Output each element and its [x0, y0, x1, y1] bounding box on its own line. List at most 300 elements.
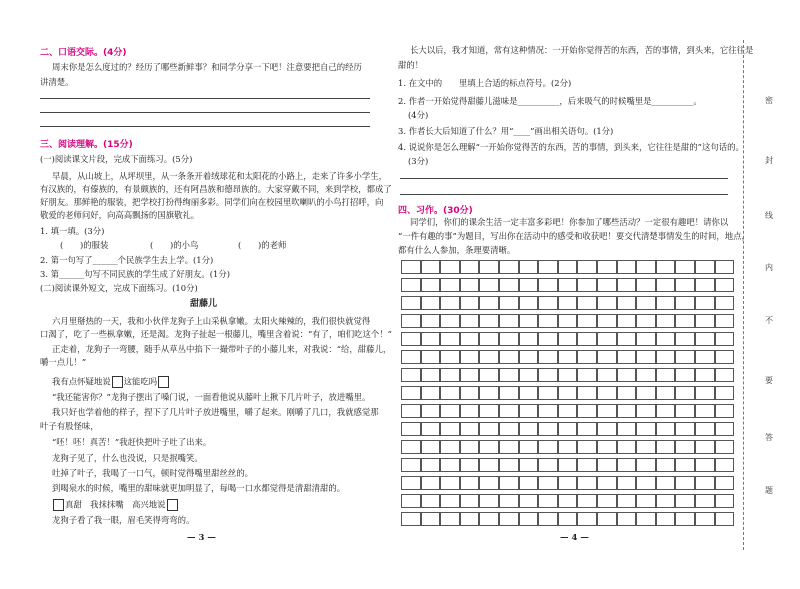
grid-cell[interactable]	[421, 350, 441, 364]
grid-cell[interactable]	[675, 386, 695, 400]
grid-cell[interactable]	[617, 440, 637, 454]
grid-cell[interactable]	[479, 404, 499, 418]
grid-cell[interactable]	[479, 296, 499, 310]
fill-item: ( )的老师	[238, 240, 287, 250]
grid-cell[interactable]	[460, 440, 480, 454]
grid-cell[interactable]	[617, 332, 637, 346]
grid-cell[interactable]	[519, 368, 539, 382]
binding-line	[743, 40, 744, 550]
grid-cell[interactable]	[695, 476, 715, 490]
grid-cell[interactable]	[479, 278, 499, 292]
passage1-line: 早晨，从山坡上，从坪坝里，从一条条开着绒球花和太阳花的小路上，走来了许多小学生，	[52, 171, 387, 181]
story-line: 六月里掰热的一天，我和小伙伴龙狗子上山采枞拿嫩。太阳火辣辣的，我们很快就觉得	[52, 316, 371, 326]
grid-cell[interactable]	[656, 296, 676, 310]
grid-cell[interactable]	[499, 386, 519, 400]
grid-cell[interactable]	[538, 494, 558, 508]
grid-cell[interactable]	[519, 314, 539, 328]
grid-cell[interactable]	[715, 512, 735, 526]
grid-cell[interactable]	[558, 332, 578, 346]
grid-cell[interactable]	[401, 296, 421, 310]
grid-cell[interactable]	[558, 458, 578, 472]
right-question-4: 4. 说说你是怎么理解“一开始你觉得苦的东西，苦的事情，到头来，它往往是甜的”这句话的。	[398, 142, 744, 152]
grid-cell[interactable]	[597, 494, 617, 508]
grid-cell[interactable]	[715, 386, 735, 400]
grid-cell[interactable]	[479, 350, 499, 364]
grid-cell[interactable]	[675, 440, 695, 454]
grid-cell[interactable]	[401, 494, 421, 508]
grid-cell[interactable]	[597, 458, 617, 472]
grid-cell[interactable]	[460, 386, 480, 400]
grid-cell[interactable]	[675, 314, 695, 328]
grid-cell[interactable]	[460, 422, 480, 436]
grid-cell[interactable]	[558, 386, 578, 400]
grid-cell[interactable]	[460, 494, 480, 508]
page-number: — 3 —	[187, 533, 216, 543]
grid-cell[interactable]	[519, 440, 539, 454]
grid-cell[interactable]	[499, 314, 519, 328]
story-ending-line: 长大以后，我才知道，常有这种情况：一开始你觉得苦的东西，苦的事情，到头来，它往往是	[410, 45, 754, 55]
punctuation-box[interactable]	[167, 499, 178, 511]
grid-cell[interactable]	[577, 350, 597, 364]
section-oral-title: 二、口语交际。(4分)	[40, 48, 127, 58]
grid-cell[interactable]	[479, 314, 499, 328]
grid-cell[interactable]	[440, 494, 460, 508]
grid-cell[interactable]	[479, 386, 499, 400]
grid-cell[interactable]	[636, 494, 656, 508]
grid-cell[interactable]	[519, 350, 539, 364]
grid-cell[interactable]	[421, 476, 441, 490]
grid-cell[interactable]	[597, 512, 617, 526]
grid-cell[interactable]	[519, 332, 539, 346]
grid-cell[interactable]	[440, 350, 460, 364]
grid-cell[interactable]	[715, 494, 735, 508]
grid-cell[interactable]	[538, 422, 558, 436]
grid-cell[interactable]	[519, 296, 539, 310]
grid-cell[interactable]	[558, 404, 578, 418]
grid-cell[interactable]	[440, 332, 460, 346]
grid-cell[interactable]	[479, 440, 499, 454]
right-question-4-score: (3分)	[408, 156, 429, 166]
grid-cell[interactable]	[499, 494, 519, 508]
grid-cell[interactable]	[695, 314, 715, 328]
grid-cell[interactable]	[695, 422, 715, 436]
grid-cell[interactable]	[695, 458, 715, 472]
fill-item: ( )的小鸟	[150, 240, 199, 250]
grid-cell[interactable]	[519, 404, 539, 418]
story-line: 叶子有股怪味，	[40, 421, 99, 431]
grid-cell[interactable]	[656, 278, 676, 292]
grid-cell[interactable]	[577, 332, 597, 346]
part1-header: (一)阅读课文片段，完成下面练习。(5分)	[40, 154, 193, 164]
punctuation-box[interactable]	[158, 376, 169, 388]
grid-cell[interactable]	[538, 440, 558, 454]
grid-cell[interactable]	[675, 422, 695, 436]
grid-cell[interactable]	[479, 368, 499, 382]
grid-cell[interactable]	[499, 458, 519, 472]
grid-cell[interactable]	[479, 476, 499, 490]
side-char: 题	[765, 486, 773, 495]
grid-cell[interactable]	[597, 476, 617, 490]
grid-cell[interactable]	[577, 422, 597, 436]
grid-cell[interactable]	[597, 422, 617, 436]
punctuation-box[interactable]	[112, 376, 123, 388]
grid-cell[interactable]	[715, 296, 735, 310]
grid-cell[interactable]	[577, 278, 597, 292]
grid-cell[interactable]	[440, 260, 460, 274]
grid-cell[interactable]	[656, 458, 676, 472]
grid-cell[interactable]	[440, 296, 460, 310]
story-line: “呸！呸！真苦！”我赶快把叶子吐了出来。	[52, 437, 212, 447]
grid-cell[interactable]	[421, 260, 441, 274]
grid-cell[interactable]	[617, 494, 637, 508]
grid-cell[interactable]	[460, 458, 480, 472]
grid-cell[interactable]	[597, 260, 617, 274]
grid-cell[interactable]	[499, 332, 519, 346]
grid-cell[interactable]	[499, 296, 519, 310]
grid-cell[interactable]	[597, 332, 617, 346]
grid-cell[interactable]	[656, 350, 676, 364]
grid-cell[interactable]	[577, 368, 597, 382]
grid-cell[interactable]	[538, 332, 558, 346]
grid-cell[interactable]	[558, 278, 578, 292]
grid-cell[interactable]	[440, 422, 460, 436]
grid-cell[interactable]	[519, 494, 539, 508]
grid-cell[interactable]	[636, 512, 656, 526]
section-reading-title: 三、阅读理解。(15分)	[40, 140, 133, 150]
grid-cell[interactable]	[401, 404, 421, 418]
grid-cell[interactable]	[440, 368, 460, 382]
grid-cell[interactable]	[617, 512, 637, 526]
grid-cell[interactable]	[421, 332, 441, 346]
grid-cell[interactable]	[656, 260, 676, 274]
grid-cell[interactable]	[695, 440, 715, 454]
passage1-line: 敬爱的老师问好，向高高飘扬的国旗敬礼。	[40, 210, 200, 220]
grid-cell[interactable]	[636, 278, 656, 292]
grid-cell[interactable]	[695, 404, 715, 418]
grid-cell[interactable]	[577, 458, 597, 472]
grid-cell[interactable]	[479, 512, 499, 526]
grid-cell[interactable]	[499, 512, 519, 526]
grid-cell[interactable]	[715, 440, 735, 454]
grid-cell[interactable]	[656, 422, 676, 436]
grid-cell[interactable]	[421, 404, 441, 418]
grid-cell[interactable]	[401, 386, 421, 400]
grid-cell[interactable]	[715, 314, 735, 328]
grid-cell[interactable]	[597, 314, 617, 328]
grid-cell[interactable]	[558, 296, 578, 310]
grid-cell[interactable]	[715, 368, 735, 382]
grid-cell[interactable]	[577, 314, 597, 328]
grid-cell[interactable]	[440, 314, 460, 328]
grid-cell[interactable]	[695, 296, 715, 310]
grid-cell[interactable]	[460, 332, 480, 346]
grid-cell[interactable]	[617, 296, 637, 310]
punctuation-box[interactable]	[53, 499, 64, 511]
grid-cell[interactable]	[401, 476, 421, 490]
story-line: 正走着，龙狗子一弯腰，随手从草丛中掐下一撮带叶子的小藤儿来，对我说：“给，甜藤儿，	[52, 344, 392, 354]
grid-cell[interactable]	[675, 296, 695, 310]
grid-cell[interactable]	[656, 476, 676, 490]
grid-cell[interactable]	[519, 278, 539, 292]
grid-cell[interactable]	[695, 512, 715, 526]
grid-cell[interactable]	[656, 368, 676, 382]
grid-cell[interactable]	[479, 332, 499, 346]
grid-cell[interactable]	[401, 260, 421, 274]
grid-cell[interactable]	[460, 296, 480, 310]
grid-cell[interactable]	[519, 458, 539, 472]
grid-cell[interactable]	[440, 386, 460, 400]
grid-cell[interactable]	[440, 404, 460, 418]
grid-cell[interactable]	[558, 440, 578, 454]
grid-cell[interactable]	[675, 512, 695, 526]
grid-cell[interactable]	[499, 440, 519, 454]
grid-cell[interactable]	[597, 296, 617, 310]
grid-cell[interactable]	[479, 260, 499, 274]
story-line: 我只好也学着他的样子，捏下了几片叶子放进嘴里，嚼了起来。刚嚼了几口，我就感觉那	[52, 407, 379, 417]
grid-cell[interactable]	[597, 440, 617, 454]
grid-cell[interactable]	[558, 260, 578, 274]
grid-cell[interactable]	[597, 404, 617, 418]
grid-cell[interactable]	[577, 494, 597, 508]
grid-cell[interactable]	[499, 278, 519, 292]
grid-cell[interactable]	[519, 512, 539, 526]
side-char: 答	[765, 433, 773, 442]
passage1-line: 有汉族的，有傣族的，有景颇族的，还有阿昌族和德昂族的。大家穿戴不同，来到学校，都成了	[40, 184, 392, 194]
grid-cell[interactable]	[421, 512, 441, 526]
grid-cell[interactable]	[715, 332, 735, 346]
answer-line	[40, 126, 370, 127]
story-ending-line: 甜的！	[398, 60, 424, 70]
grid-cell[interactable]	[538, 278, 558, 292]
grid-cell[interactable]	[538, 386, 558, 400]
grid-cell[interactable]	[519, 476, 539, 490]
grid-cell[interactable]	[499, 404, 519, 418]
grid-cell[interactable]	[675, 278, 695, 292]
grid-cell[interactable]	[460, 260, 480, 274]
answer-line	[400, 178, 728, 179]
grid-cell[interactable]	[440, 440, 460, 454]
part2-header: (二)阅读课外短文，完成下面练习。(10分)	[40, 283, 198, 293]
writing-prompt-line: 都有什么人参加，条理要清晰。	[398, 245, 516, 255]
grid-cell[interactable]	[421, 386, 441, 400]
grid-cell[interactable]	[401, 278, 421, 292]
grid-cell[interactable]	[499, 260, 519, 274]
grid-cell[interactable]	[401, 512, 421, 526]
grid-cell[interactable]	[617, 314, 637, 328]
grid-cell[interactable]	[577, 260, 597, 274]
grid-cell[interactable]	[695, 278, 715, 292]
grid-cell[interactable]	[577, 404, 597, 418]
grid-cell[interactable]	[715, 422, 735, 436]
grid-cell[interactable]	[577, 296, 597, 310]
grid-cell[interactable]	[558, 512, 578, 526]
grid-cell[interactable]	[499, 476, 519, 490]
grid-cell[interactable]	[460, 350, 480, 364]
grid-cell[interactable]	[538, 350, 558, 364]
grid-cell[interactable]	[577, 386, 597, 400]
grid-cell[interactable]	[636, 440, 656, 454]
grid-cell[interactable]	[636, 350, 656, 364]
grid-cell[interactable]	[675, 368, 695, 382]
grid-cell[interactable]	[460, 476, 480, 490]
grid-cell[interactable]	[460, 368, 480, 382]
grid-cell[interactable]	[499, 422, 519, 436]
grid-cell[interactable]	[440, 278, 460, 292]
grid-cell[interactable]	[401, 350, 421, 364]
grid-cell[interactable]	[636, 458, 656, 472]
grid-cell[interactable]	[617, 278, 637, 292]
story-line: 到喝泉水的时候，嘴里的甜味就更加明显了，每喝一口水都觉得是清甜清甜的。	[52, 483, 346, 493]
grid-cell[interactable]	[460, 278, 480, 292]
grid-cell[interactable]	[401, 314, 421, 328]
grid-cell[interactable]	[617, 404, 637, 418]
grid-cell[interactable]	[656, 494, 676, 508]
grid-cell[interactable]	[656, 314, 676, 328]
grid-cell[interactable]	[695, 332, 715, 346]
grid-cell[interactable]	[617, 350, 637, 364]
grid-cell[interactable]	[675, 332, 695, 346]
grid-cell[interactable]	[421, 494, 441, 508]
grid-cell[interactable]	[519, 422, 539, 436]
grid-cell[interactable]	[538, 476, 558, 490]
grid-cell[interactable]	[577, 440, 597, 454]
question-3: 3. 第______句写不同民族的学生成了好朋友。(1分)	[40, 269, 231, 279]
grid-cell[interactable]	[401, 440, 421, 454]
grid-cell[interactable]	[421, 440, 441, 454]
writing-grid[interactable]	[401, 260, 734, 530]
grid-cell[interactable]	[577, 512, 597, 526]
grid-cell[interactable]	[656, 440, 676, 454]
grid-cell[interactable]	[597, 386, 617, 400]
grid-cell[interactable]	[401, 422, 421, 436]
grid-cell[interactable]	[479, 494, 499, 508]
grid-cell[interactable]	[715, 260, 735, 274]
grid-cell[interactable]	[460, 512, 480, 526]
grid-cell[interactable]	[558, 422, 578, 436]
grid-cell[interactable]	[597, 368, 617, 382]
grid-cell[interactable]	[675, 260, 695, 274]
grid-cell[interactable]	[617, 386, 637, 400]
grid-cell[interactable]	[617, 422, 637, 436]
grid-cell[interactable]	[440, 458, 460, 472]
grid-cell[interactable]	[479, 458, 499, 472]
grid-cell[interactable]	[617, 368, 637, 382]
section-writing-title: 四、习作。(30分)	[398, 206, 473, 216]
writing-prompt-line: “一件有趣的事”为题目，写出你在活动中的感受和收获吧！要交代清楚事情发生的时间，地点，	[398, 231, 750, 241]
grid-cell[interactable]	[675, 404, 695, 418]
grid-cell[interactable]	[656, 404, 676, 418]
writing-prompt-line: 同学们，你们的课余生活一定丰富多彩吧！你参加了哪些活动？一定很有趣吧！请你以	[410, 217, 729, 227]
grid-cell[interactable]	[675, 350, 695, 364]
grid-cell[interactable]	[421, 296, 441, 310]
grid-cell[interactable]	[715, 278, 735, 292]
grid-cell[interactable]	[636, 422, 656, 436]
grid-cell[interactable]	[538, 404, 558, 418]
grid-cell[interactable]	[558, 350, 578, 364]
grid-cell[interactable]	[715, 404, 735, 418]
grid-cell[interactable]	[597, 278, 617, 292]
grid-cell[interactable]	[538, 368, 558, 382]
grid-cell[interactable]	[636, 314, 656, 328]
grid-cell[interactable]	[421, 422, 441, 436]
grid-cell[interactable]	[675, 494, 695, 508]
grid-cell[interactable]	[519, 386, 539, 400]
grid-cell[interactable]	[401, 332, 421, 346]
grid-cell[interactable]	[538, 260, 558, 274]
grid-cell[interactable]	[636, 260, 656, 274]
grid-cell[interactable]	[617, 476, 637, 490]
story-line: 龙狗子看了我一眼，眉毛笑得弯弯的。	[52, 515, 195, 525]
right-question-1: 1. 在文中的 里填上合适的标点符号。(2分)	[398, 78, 572, 88]
grid-cell[interactable]	[421, 458, 441, 472]
grid-cell[interactable]	[499, 350, 519, 364]
grid-cell[interactable]	[636, 332, 656, 346]
grid-cell[interactable]	[558, 314, 578, 328]
grid-cell[interactable]	[538, 512, 558, 526]
story-title: 甜藤儿	[190, 299, 218, 309]
grid-cell[interactable]	[656, 512, 676, 526]
right-question-3: 3. 作者长大后知道了什么？用“____”画出相关语句。(1分)	[398, 126, 614, 136]
grid-cell[interactable]	[519, 260, 539, 274]
grid-cell[interactable]	[460, 314, 480, 328]
grid-cell[interactable]	[695, 260, 715, 274]
grid-cell[interactable]	[538, 314, 558, 328]
story-line: “我还能害你？”龙狗子摆出了嗓门说，一面看他说从藤叶上揪下几片叶子，放进嘴里。	[52, 392, 371, 402]
grid-cell[interactable]	[675, 476, 695, 490]
grid-cell[interactable]	[421, 314, 441, 328]
grid-cell[interactable]	[440, 512, 460, 526]
grid-cell[interactable]	[558, 476, 578, 490]
grid-cell[interactable]	[636, 476, 656, 490]
grid-cell[interactable]	[558, 494, 578, 508]
fill-item: ( )的服装	[60, 240, 109, 250]
grid-cell[interactable]	[401, 458, 421, 472]
side-char: 密	[765, 96, 773, 105]
grid-cell[interactable]	[715, 476, 735, 490]
grid-cell[interactable]	[715, 458, 735, 472]
grid-cell[interactable]	[695, 494, 715, 508]
grid-cell[interactable]	[421, 278, 441, 292]
grid-cell[interactable]	[538, 296, 558, 310]
grid-cell[interactable]	[577, 476, 597, 490]
grid-cell[interactable]	[460, 404, 480, 418]
grid-cell[interactable]	[538, 458, 558, 472]
grid-cell[interactable]	[695, 368, 715, 382]
grid-cell[interactable]	[440, 476, 460, 490]
grid-cell[interactable]	[636, 368, 656, 382]
grid-cell[interactable]	[499, 368, 519, 382]
answer-line	[400, 194, 728, 195]
grid-cell[interactable]	[636, 296, 656, 310]
grid-cell[interactable]	[656, 332, 676, 346]
grid-cell[interactable]	[636, 404, 656, 418]
grid-cell[interactable]	[617, 458, 637, 472]
story-line: 真甜 我抹抹嘴 高兴地说	[52, 499, 179, 511]
grid-cell[interactable]	[558, 368, 578, 382]
side-char: 内	[765, 263, 773, 272]
grid-cell[interactable]	[715, 350, 735, 364]
grid-cell[interactable]	[421, 368, 441, 382]
grid-cell[interactable]	[401, 368, 421, 382]
grid-cell[interactable]	[597, 350, 617, 364]
grid-cell[interactable]	[479, 422, 499, 436]
grid-cell[interactable]	[617, 260, 637, 274]
grid-cell[interactable]	[636, 386, 656, 400]
grid-cell[interactable]	[675, 458, 695, 472]
grid-cell[interactable]	[695, 350, 715, 364]
grid-cell[interactable]	[656, 386, 676, 400]
grid-cell[interactable]	[695, 386, 715, 400]
